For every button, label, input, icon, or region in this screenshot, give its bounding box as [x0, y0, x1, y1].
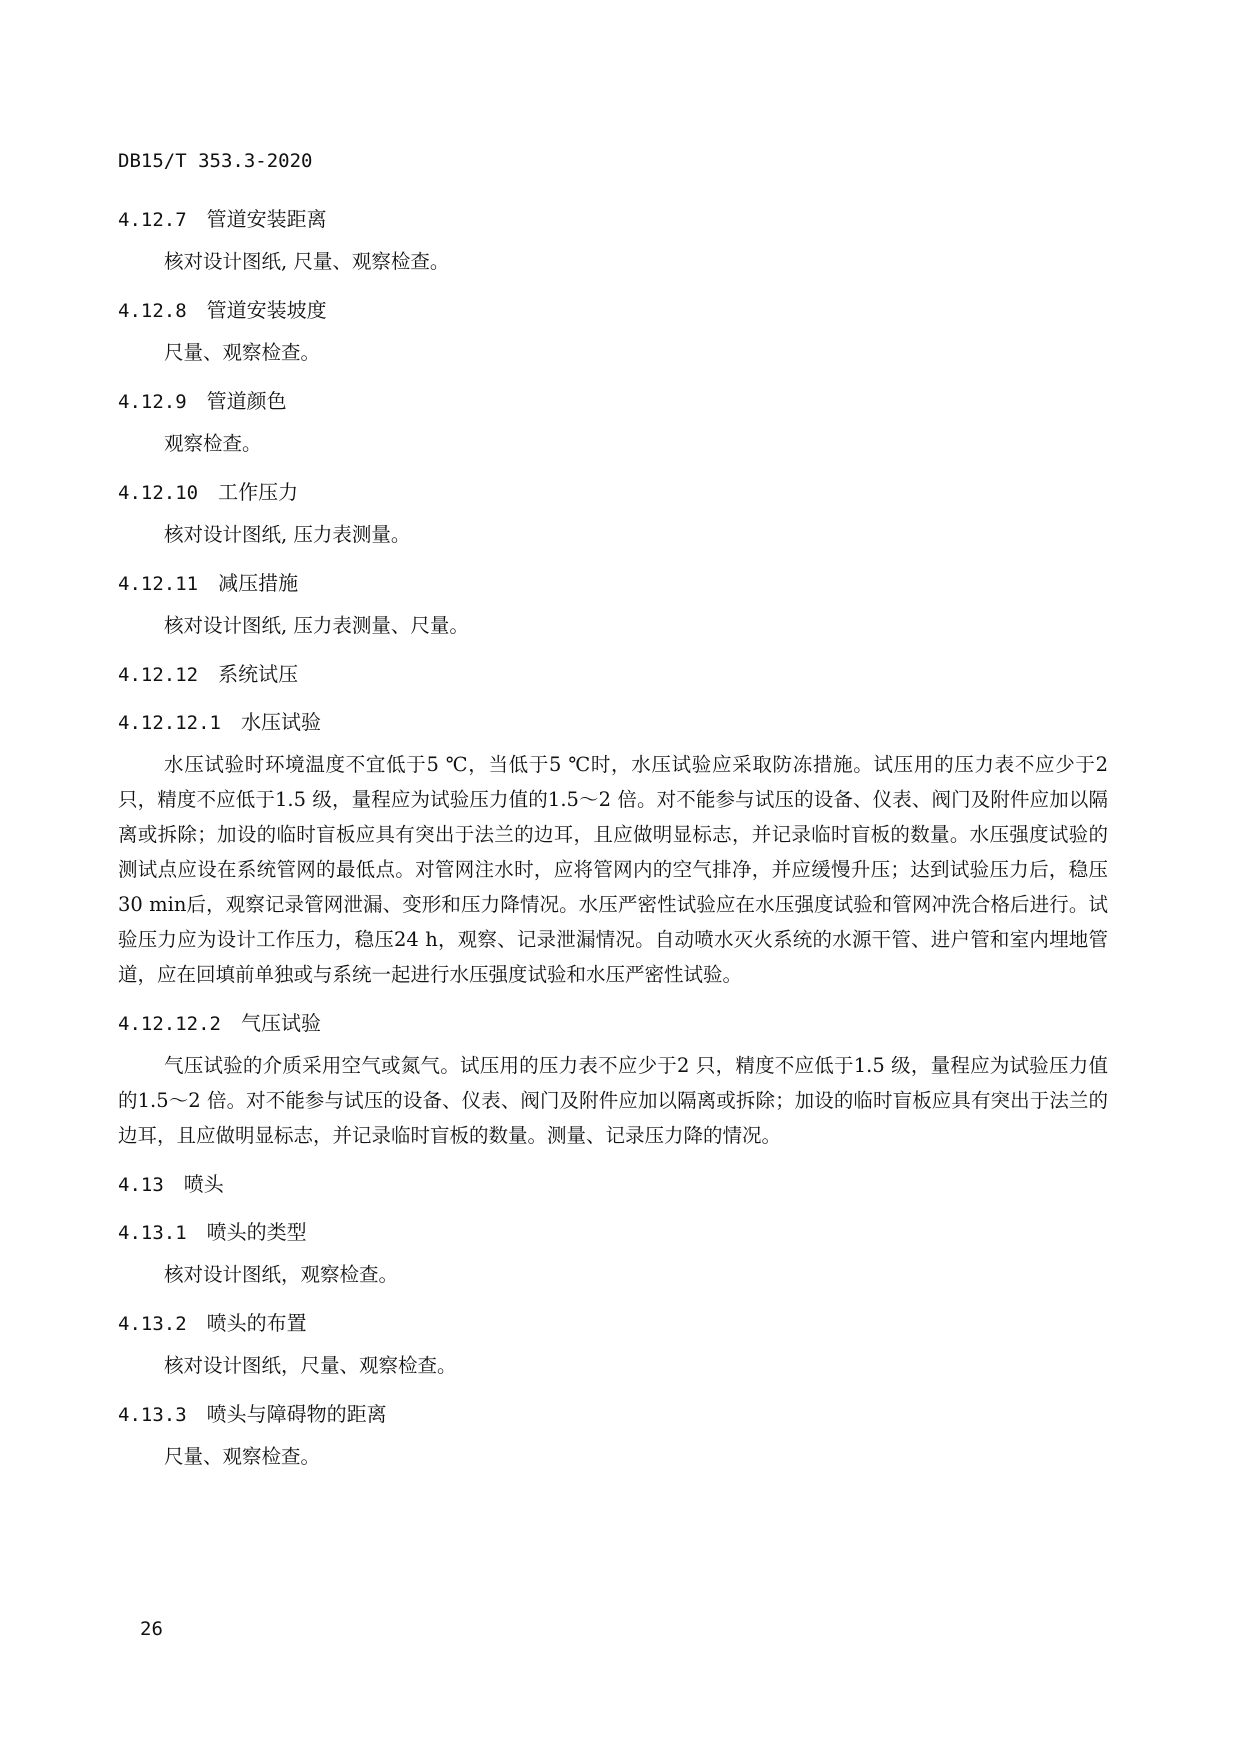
section-heading: [118, 564, 1108, 602]
section-number: 4.13.2: [118, 1313, 187, 1335]
section-title: 喷头的布置: [206, 1311, 307, 1335]
section-title: 气压试验: [240, 1011, 321, 1035]
section-title: 工作压力: [218, 480, 299, 504]
section-heading: [118, 703, 1108, 741]
section-text: 核对设计图纸, 压力表测量、尺量。: [164, 614, 469, 637]
section-title: 喷头的类型: [206, 1220, 307, 1244]
document-code: DB15/T 353.3-2020: [118, 150, 313, 172]
section-heading: [118, 1304, 1108, 1342]
section-title: 喷头与障碍物的距离: [206, 1402, 387, 1426]
section-title: 系统试压: [218, 662, 299, 686]
section-number: 4.12.12.2: [118, 1013, 221, 1035]
section-text: 尺量、观察检查。: [164, 1445, 321, 1468]
section-number: 4.12.12: [118, 664, 199, 686]
section-number: 4.12.10: [118, 482, 199, 504]
section-title: 管道安装距离: [206, 207, 327, 231]
section-title: 水压试验: [240, 710, 321, 734]
section-text: 核对设计图纸，观察检查。: [164, 1263, 399, 1286]
section-text: 核对设计图纸, 尺量、观察检查。: [164, 250, 450, 273]
section-heading: [118, 291, 1108, 329]
section-heading: [118, 200, 1108, 238]
page-number: 26: [140, 1618, 163, 1640]
section-text: 观察检查。: [164, 432, 262, 455]
section-text: 尺量、观察检查。: [164, 341, 321, 364]
section-heading: [118, 1213, 1108, 1251]
section-number: 4.13.3: [118, 1404, 187, 1426]
section-heading: [118, 1165, 1108, 1203]
section-heading: [118, 1395, 1108, 1433]
section-number: 4.12.11: [118, 573, 199, 595]
section-text: 气压试验的介质采用空气或氮气。试压用的压力表不应少于2 只，精度不应低于1.5 级，量程应为试验压力值的1.5～2 倍。对不能参与试压的设备、仪表、阀门及附件应加以隔离或拆除；加设的临时盲板应具有突出于法兰的边耳，且应做明显标志，并记录临时盲板的数量。测量、记录压力降的情况。: [118, 1054, 1108, 1147]
section-heading: [118, 473, 1108, 511]
section-number: 4.12.7: [118, 209, 187, 231]
section-number: 4.13.1: [118, 1222, 187, 1244]
section-heading: [118, 655, 1108, 693]
section-number: 4.13: [118, 1174, 164, 1196]
section-title: 减压措施: [218, 571, 299, 595]
section-text: 核对设计图纸, 压力表测量。: [164, 523, 411, 546]
section-title: 管道安装坡度: [206, 298, 327, 322]
section-text: 核对设计图纸，尺量、观察检查。: [164, 1354, 457, 1377]
section-number: 4.12.12.1: [118, 712, 221, 734]
section-number: 4.12.8: [118, 300, 187, 322]
section-text: 水压试验时环境温度不宜低于5 ℃，当低于5 ℃时，水压试验应采取防冻措施。试压用的压力表不应少于2 只，精度不应低于1.5 级，量程应为试验压力值的1.5～2 倍。对不能参与试压的设备、仪表、阀门及附件应加以隔离或拆除；加设的临时盲板应具有突出于法兰的边耳，且应做明显标志，并记录临时盲板的数量。水压强度试验的测试点应设在系统管网的最低点。对管网注水时，应将管网内的空气排净，并应缓慢升压；达到试验压力后，稳压30 min后，观察记录管网泄漏、变形和压力降情况。水压严密性试验应在水压强度试验和管网冲洗合格后进行。试验压力应为设计工作压力，稳压24 h，观察、记录泄漏情况。自动喷水灭火系统的水源干管、进户管和室内埋地管道，应在回填前单独或与系统一起进行水压强度试验和水压严密性试验。: [118, 753, 1108, 986]
section-heading: [118, 1004, 1108, 1042]
section-title: 喷头: [183, 1172, 224, 1196]
document-body: [118, 200, 1108, 1486]
section-heading: [118, 382, 1108, 420]
section-number: 4.12.9: [118, 391, 187, 413]
section-title: 管道颜色: [206, 389, 287, 413]
